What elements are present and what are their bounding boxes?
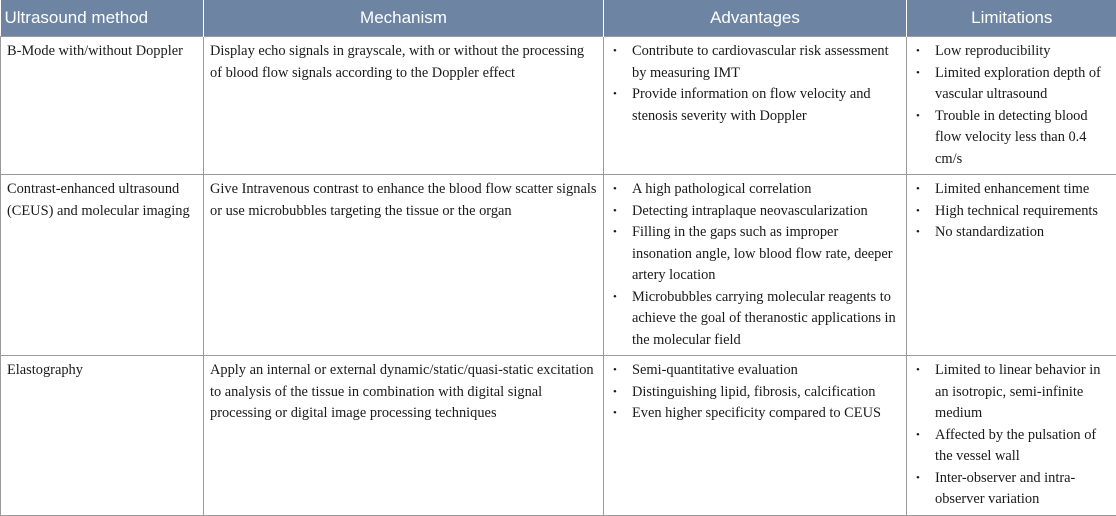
mechanism-cell: Display echo signals in grayscale, with or without the processing of blood flow signals according to the Doppler effect [204, 37, 604, 175]
header-advantages: Advantages [604, 0, 907, 37]
header-row [1, 0, 1116, 37]
limitations-cell [907, 175, 1116, 356]
mechanism-cell: Give Intravenous contrast to enhance the blood flow scatter signals or use microbubbles targeting the tissue or the organ [204, 175, 604, 356]
header-mechanism: Mechanism [204, 0, 604, 37]
table-body [1, 37, 1116, 516]
advantages-cell [604, 175, 907, 356]
mechanism-cell: Apply an internal or external dynamic/static/quasi-static excitation to analysis of the tissue in combination with digital signal processing or digital image processing techniques [204, 356, 604, 516]
table-row [1, 37, 1116, 175]
limitation-item: • Limited exploration depth of vascular ultrasound [913, 63, 1111, 106]
limitations-list [913, 179, 1111, 244]
method-cell: Elastography [1, 356, 204, 516]
limitations-list [913, 360, 1111, 511]
advantages-list [610, 179, 901, 351]
header-ultrasound-method: Ultrasound method [1, 0, 204, 37]
limitations-list [913, 41, 1111, 170]
advantages-list [610, 41, 901, 127]
advantage-item: • Semi-quantitative evaluation [610, 360, 901, 382]
limitations-cell [907, 356, 1116, 516]
limitation-item: • Low reproducibility [913, 41, 1111, 63]
advantage-item: • Filling in the gaps such as improper insonation angle, low blood flow rate, deeper artery location [610, 222, 901, 287]
advantage-item: • Distinguishing lipid, fibrosis, calcification [610, 382, 901, 404]
limitation-item: • Trouble in detecting blood flow velocity less than 0.4 cm/s [913, 106, 1111, 171]
limitation-item: • Affected by the pulsation of the vessel wall [913, 425, 1111, 468]
limitations-cell [907, 37, 1116, 175]
advantage-item: • Contribute to cardiovascular risk assessment by measuring IMT [610, 41, 901, 84]
advantage-item: • Detecting intraplaque neovascularization [610, 201, 901, 223]
advantage-item: • Provide information on flow velocity and stenosis severity with Doppler [610, 84, 901, 127]
advantages-list [610, 360, 901, 425]
limitation-item: • Limited to linear behavior in an isotropic, semi-infinite medium [913, 360, 1111, 425]
advantage-item: • Even higher specificity compared to CEUS [610, 403, 901, 425]
advantages-cell [604, 37, 907, 175]
header-limitations: Limitations [907, 0, 1116, 37]
table-row [1, 175, 1116, 356]
method-cell: B-Mode with/without Doppler [1, 37, 204, 175]
limitation-item: • Inter-observer and intra-observer variation [913, 468, 1111, 511]
table-header [1, 0, 1116, 37]
advantages-cell [604, 356, 907, 516]
limitation-item: • High technical requirements [913, 201, 1111, 223]
method-cell: Contrast-enhanced ultrasound (CEUS) and molecular imaging [1, 175, 204, 356]
advantage-item: • Microbubbles carrying molecular reagents to achieve the goal of theranostic applications in the molecular field [610, 287, 901, 352]
table-row [1, 356, 1116, 516]
limitation-item: • No standardization [913, 222, 1111, 244]
limitation-item: • Limited enhancement time [913, 179, 1111, 201]
advantage-item: • A high pathological correlation [610, 179, 901, 201]
